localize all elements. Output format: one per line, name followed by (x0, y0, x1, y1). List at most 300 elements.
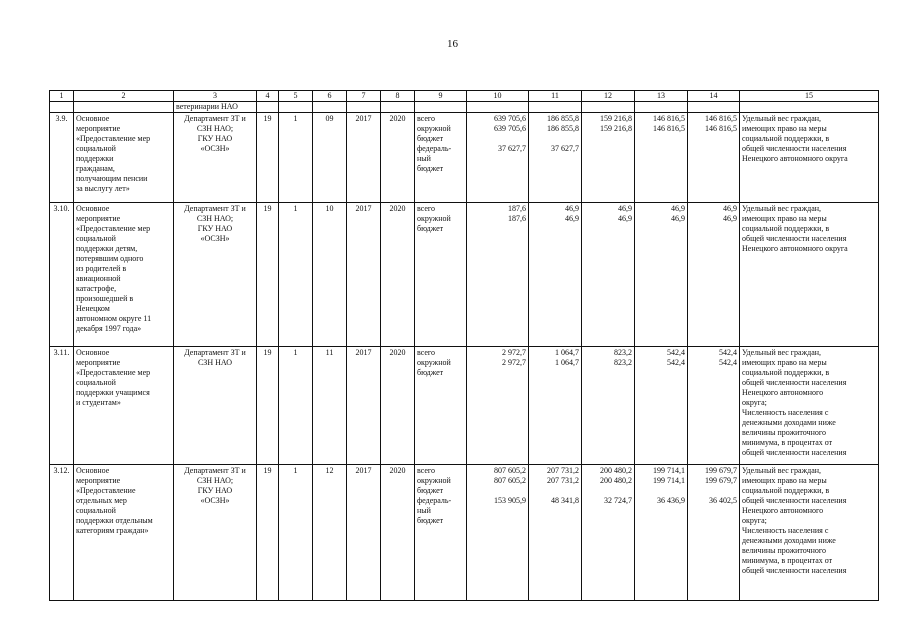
funding-source (415, 203, 467, 347)
amount-group (690, 476, 737, 496)
indicator-line: имеющих право на меры (742, 476, 827, 485)
amount-group (584, 466, 632, 476)
measure-name-line: Основное (76, 466, 110, 475)
executor-line: Департамент ЗТ и (184, 466, 246, 475)
column-header: 2 (74, 91, 174, 102)
executor-line: Департамент ЗТ и (184, 204, 246, 213)
amount-value: 207 731,2 (547, 466, 579, 475)
measure-name (74, 465, 174, 601)
indicator-line: социальной поддержки, в (742, 368, 830, 377)
amount-value: 186 855,8 (547, 124, 579, 133)
page-number: 16 (447, 38, 458, 50)
code-c4: 19 (257, 465, 279, 601)
column-header: 14 (688, 91, 740, 102)
indicator-line: общей численности населения (742, 566, 847, 575)
funding-source-item (417, 204, 464, 214)
target-indicator (740, 113, 879, 203)
measure-name-line: Основное (76, 114, 110, 123)
amount-spacer (690, 134, 737, 144)
target-indicator (740, 347, 879, 465)
column-header: 11 (529, 91, 582, 102)
executor-line: СЗН НАО; (196, 214, 234, 223)
funding-source-line: бюджет (417, 164, 444, 173)
measure-name (74, 113, 174, 203)
funding-source (415, 465, 467, 601)
amount-value: 200 480,2 (600, 476, 632, 485)
executor-line: ГКУ НАО (197, 224, 233, 233)
amount-group (637, 144, 685, 174)
amount-group (584, 214, 632, 234)
amount-v14 (688, 113, 740, 203)
measure-name-line: и студентам» (76, 398, 121, 407)
continuation-row (50, 102, 879, 113)
funding-source (415, 347, 467, 465)
amount-value: 807 605,2 (494, 466, 526, 475)
indicator-line: общей численности населения (742, 378, 847, 387)
indicator-line: общей численности населения (742, 496, 847, 505)
column-header: 8 (381, 91, 415, 102)
indicator-line: денежными доходами ниже (742, 536, 836, 545)
amount-spacer (584, 224, 632, 234)
amount-value: 199 714,1 (653, 466, 685, 475)
indicator-line: Ненецкого автономного округа (742, 244, 848, 253)
amount-spacer (637, 164, 685, 174)
amount-group (469, 114, 526, 124)
funding-source-line: федераль- (417, 144, 452, 153)
target-indicator (740, 203, 879, 347)
measure-name-line: гражданам, (76, 164, 115, 173)
code-c8: 2020 (381, 203, 415, 347)
code-c6: 10 (313, 203, 347, 347)
measure-name-line: категориям граждан» (76, 526, 149, 535)
measure-name-line: авиационной (76, 274, 121, 283)
amount-group (469, 204, 526, 214)
code-c7: 2017 (347, 347, 381, 465)
amount-value: 200 480,2 (600, 466, 632, 475)
amount-spacer (469, 368, 526, 378)
measure-name-line: автономном округе 11 (76, 314, 152, 323)
amount-spacer (690, 516, 737, 526)
indicator-line: Удельный вес граждан, (742, 114, 822, 123)
funding-source-item (417, 358, 464, 378)
code-c6: 11 (313, 347, 347, 465)
amount-value: 823,2 (614, 348, 632, 357)
indicator-line: имеющих право на меры (742, 358, 827, 367)
amount-value: 2 972,7 (502, 358, 526, 367)
funding-source-item (417, 476, 464, 496)
measure-name-line: мероприятие (76, 358, 121, 367)
column-header: 1 (50, 91, 74, 102)
measure-name-line: «Предоставление (76, 486, 136, 495)
amount-value: 46,9 (723, 214, 737, 223)
measure-name-line: поддержки (76, 154, 114, 163)
measure-executor (174, 203, 257, 347)
amount-group (690, 496, 737, 526)
amount-spacer (584, 368, 632, 378)
amount-spacer (531, 134, 579, 144)
amount-spacer (584, 486, 632, 496)
amount-group (637, 348, 685, 358)
column-header: 13 (635, 91, 688, 102)
measure-name-line: мероприятие (76, 214, 121, 223)
measure-name-line: Основное (76, 204, 110, 213)
amount-v13 (635, 113, 688, 203)
amount-spacer (690, 506, 737, 516)
amount-group (469, 144, 526, 174)
indicator-line: величины прожиточного (742, 546, 826, 555)
amount-v14 (688, 347, 740, 465)
amount-value: 46,9 (671, 204, 685, 213)
measure-name-line: мероприятие (76, 124, 121, 133)
empty-cell (74, 102, 174, 113)
amount-group (584, 476, 632, 496)
amount-spacer (531, 368, 579, 378)
amount-value: 542,4 (667, 358, 685, 367)
amount-group (469, 348, 526, 358)
funding-source-line: окружной (417, 476, 451, 485)
amount-group (690, 204, 737, 214)
amount-spacer (469, 516, 526, 526)
measure-name-line: социальной (76, 144, 116, 153)
indicator-line: Ненецкого автономного (742, 388, 824, 397)
amount-v12 (582, 203, 635, 347)
empty-cell (467, 102, 529, 113)
indicator-line: Удельный вес граждан, (742, 348, 822, 357)
measure-name (74, 203, 174, 347)
amount-value: 639 705,6 (494, 124, 526, 133)
amount-v13 (635, 465, 688, 601)
measure-row (50, 347, 879, 465)
measure-name-line: поддержки учащимся (76, 388, 150, 397)
amount-value: 37 627,7 (551, 144, 579, 153)
amount-group (690, 348, 737, 358)
amount-spacer (690, 486, 737, 496)
amount-value: 187,6 (508, 214, 526, 223)
amount-v10 (467, 465, 529, 601)
indicator-line: имеющих право на меры (742, 214, 827, 223)
executor-line: «ОСЗН» (200, 496, 230, 505)
target-indicator (740, 465, 879, 601)
indicator-line: общей численности населения (742, 144, 847, 153)
executor-line: Департамент ЗТ и (184, 348, 246, 357)
amount-spacer (637, 486, 685, 496)
funding-source-line: окружной (417, 358, 451, 367)
amount-value: 146 816,5 (705, 124, 737, 133)
amount-spacer (690, 224, 737, 234)
amount-v11 (529, 203, 582, 347)
code-c7: 2017 (347, 203, 381, 347)
amount-spacer (584, 506, 632, 516)
column-header: 15 (740, 91, 879, 102)
measure-name-line: потерявшим одного (76, 254, 144, 263)
amount-value: 32 724,7 (604, 496, 632, 505)
code-c6: 12 (313, 465, 347, 601)
amount-group (584, 114, 632, 124)
measure-name-line: Основное (76, 348, 110, 357)
empty-cell (529, 102, 582, 113)
measure-name-line: мероприятие (76, 476, 121, 485)
amount-v10 (467, 113, 529, 203)
amount-value: 48 341,8 (551, 496, 579, 505)
executor-line: ГКУ НАО (197, 134, 233, 143)
amount-spacer (531, 486, 579, 496)
funding-source-item (417, 348, 464, 358)
amount-spacer (469, 154, 526, 164)
amount-group (637, 358, 685, 378)
funding-source-item (417, 214, 464, 234)
amount-spacer (469, 486, 526, 496)
amount-v12 (582, 465, 635, 601)
executor-line: «ОСЗН» (200, 234, 230, 243)
amount-spacer (531, 164, 579, 174)
amount-value: 639 705,6 (494, 114, 526, 123)
amount-spacer (584, 516, 632, 526)
code-c7: 2017 (347, 113, 381, 203)
amount-v14 (688, 203, 740, 347)
empty-cell (279, 102, 313, 113)
empty-cell (740, 102, 879, 113)
amount-value: 146 816,5 (653, 124, 685, 133)
funding-source-line: бюджет (417, 368, 444, 377)
indicator-line: общей численности населения (742, 448, 847, 457)
amount-v12 (582, 113, 635, 203)
header-row (50, 91, 879, 102)
amount-group (637, 214, 685, 234)
amount-group (690, 466, 737, 476)
amount-group (690, 214, 737, 234)
funding-source-line: всего (417, 466, 436, 475)
indicator-line: общей численности населения (742, 234, 847, 243)
amount-group (531, 496, 579, 526)
empty-cell (582, 102, 635, 113)
measure-name (74, 347, 174, 465)
code-c5: 1 (279, 113, 313, 203)
amount-value: 542,4 (719, 348, 737, 357)
code-c8: 2020 (381, 347, 415, 465)
amount-value: 37 627,7 (498, 144, 526, 153)
measure-number: 3.11. (50, 347, 74, 465)
amount-v11 (529, 113, 582, 203)
amount-value: 199 679,7 (705, 476, 737, 485)
measure-name-line: отдельных мер (76, 496, 127, 505)
amount-spacer (690, 164, 737, 174)
measure-row (50, 203, 879, 347)
amount-v11 (529, 465, 582, 601)
measure-name-line: социальной (76, 506, 116, 515)
amount-group (637, 466, 685, 476)
amount-value: 207 731,2 (547, 476, 579, 485)
continuation-executor: ветеринарии НАО (174, 102, 257, 113)
funding-source-line: окружной (417, 214, 451, 223)
amount-v14 (688, 465, 740, 601)
indicator-line: округа; (742, 398, 767, 407)
measure-executor (174, 347, 257, 465)
amount-spacer (531, 506, 579, 516)
indicator-line: имеющих право на меры (742, 124, 827, 133)
amount-spacer (637, 368, 685, 378)
empty-cell (381, 102, 415, 113)
empty-cell (415, 102, 467, 113)
amount-group (531, 204, 579, 214)
measure-name-line: поддержки детям, (76, 244, 138, 253)
amount-value: 186 855,8 (547, 114, 579, 123)
measure-name-line: социальной (76, 234, 116, 243)
indicator-line: Численность населения с (742, 408, 829, 417)
amount-value: 146 816,5 (705, 114, 737, 123)
measure-name-line: декабря 1997 года» (76, 324, 142, 333)
executor-line: СЗН НАО; (196, 124, 234, 133)
column-header: 7 (347, 91, 381, 102)
measure-name-line: катастрофе, (76, 284, 117, 293)
amount-v10 (467, 203, 529, 347)
funding-source-line: бюджет (417, 134, 444, 143)
amount-v13 (635, 347, 688, 465)
code-c5: 1 (279, 347, 313, 465)
code-c8: 2020 (381, 113, 415, 203)
measure-name-line: Ненецком (76, 304, 110, 313)
measure-name-line: получающим пенсии (76, 174, 148, 183)
amount-value: 146 816,5 (653, 114, 685, 123)
measure-row (50, 465, 879, 601)
measure-number: 3.9. (50, 113, 74, 203)
amount-group (469, 214, 526, 234)
amount-group (690, 358, 737, 378)
amount-spacer (531, 224, 579, 234)
amount-spacer (637, 516, 685, 526)
amount-value: 46,9 (565, 214, 579, 223)
amount-spacer (584, 164, 632, 174)
funding-source-line: всего (417, 204, 436, 213)
amount-value: 46,9 (565, 204, 579, 213)
amount-value: 159 216,8 (600, 114, 632, 123)
column-header: 9 (415, 91, 467, 102)
amount-spacer (637, 506, 685, 516)
amount-group (531, 358, 579, 378)
executor-line: Департамент ЗТ и (184, 114, 246, 123)
indicator-line: Удельный вес граждан, (742, 204, 822, 213)
measure-name-line: «Предоставление мер (76, 224, 151, 233)
amount-group (531, 476, 579, 496)
indicator-line: Ненецкого автономного округа (742, 154, 848, 163)
amount-value (584, 144, 632, 154)
amount-v10 (467, 347, 529, 465)
code-c8: 2020 (381, 465, 415, 601)
column-header: 4 (257, 91, 279, 102)
executor-line: СЗН НАО (197, 358, 233, 367)
amount-spacer (637, 224, 685, 234)
amount-spacer (690, 154, 737, 164)
column-header: 3 (174, 91, 257, 102)
amount-spacer (469, 224, 526, 234)
amount-value: 46,9 (618, 214, 632, 223)
measure-name-line: из родителей в (76, 264, 127, 273)
amount-value: 542,4 (719, 358, 737, 367)
amount-value: 199 714,1 (653, 476, 685, 485)
funding-source-item (417, 496, 464, 526)
amount-spacer (531, 154, 579, 164)
empty-cell (313, 102, 347, 113)
amount-spacer (469, 134, 526, 144)
amount-group (469, 496, 526, 526)
amount-value: 1 064,7 (555, 358, 579, 367)
amount-value: 153 905,9 (494, 496, 526, 505)
column-header: 12 (582, 91, 635, 102)
funding-source (415, 113, 467, 203)
program-table (49, 90, 879, 601)
funding-source-line: бюджет (417, 224, 444, 233)
amount-group (637, 476, 685, 496)
empty-cell (635, 102, 688, 113)
empty-cell (50, 102, 74, 113)
amount-value: 542,4 (667, 348, 685, 357)
measure-row (50, 113, 879, 203)
code-c6: 09 (313, 113, 347, 203)
measure-name-line: произошедшей в (76, 294, 134, 303)
column-header: 5 (279, 91, 313, 102)
code-c5: 1 (279, 465, 313, 601)
amount-spacer (584, 154, 632, 164)
empty-cell (688, 102, 740, 113)
indicator-line: Удельный вес граждан, (742, 466, 822, 475)
amount-spacer (531, 516, 579, 526)
indicator-line: Численность населения с (742, 526, 829, 535)
amount-group (637, 496, 685, 526)
amount-value: 1 064,7 (555, 348, 579, 357)
amount-spacer (637, 154, 685, 164)
indicator-line: округа; (742, 516, 767, 525)
amount-group (637, 114, 685, 124)
measure-executor (174, 465, 257, 601)
amount-value: 36 402,5 (709, 496, 737, 505)
funding-source-line: бюджет (417, 516, 444, 525)
funding-source-line: всего (417, 114, 436, 123)
funding-source-line: ный (417, 506, 431, 515)
code-c7: 2017 (347, 465, 381, 601)
amount-group (531, 124, 579, 144)
amount-spacer (584, 134, 632, 144)
funding-source-line: ный (417, 154, 431, 163)
measure-name-line: за выслугу лет» (76, 184, 130, 193)
empty-cell (347, 102, 381, 113)
amount-group (637, 204, 685, 214)
amount-value: 46,9 (723, 204, 737, 213)
amount-group (584, 496, 632, 526)
code-c5: 1 (279, 203, 313, 347)
empty-cell (257, 102, 279, 113)
executor-line: СЗН НАО; (196, 476, 234, 485)
measure-number: 3.12. (50, 465, 74, 601)
amount-value (637, 144, 685, 154)
amount-value: 46,9 (618, 204, 632, 213)
amount-value: 199 679,7 (705, 466, 737, 475)
amount-group (584, 348, 632, 358)
funding-source-line: всего (417, 348, 436, 357)
amount-v11 (529, 347, 582, 465)
amount-group (584, 124, 632, 144)
funding-source-item (417, 124, 464, 144)
amount-group (690, 124, 737, 144)
indicator-line: величины прожиточного (742, 428, 826, 437)
amount-value: 187,6 (508, 204, 526, 213)
measure-name-line: социальной (76, 378, 116, 387)
indicator-line: социальной поддержки, в (742, 486, 830, 495)
indicator-line: Ненецкого автономного (742, 506, 824, 515)
amount-v12 (582, 347, 635, 465)
amount-spacer (469, 506, 526, 516)
code-c4: 19 (257, 113, 279, 203)
amount-value: 2 972,7 (502, 348, 526, 357)
executor-line: «ОСЗН» (200, 144, 230, 153)
